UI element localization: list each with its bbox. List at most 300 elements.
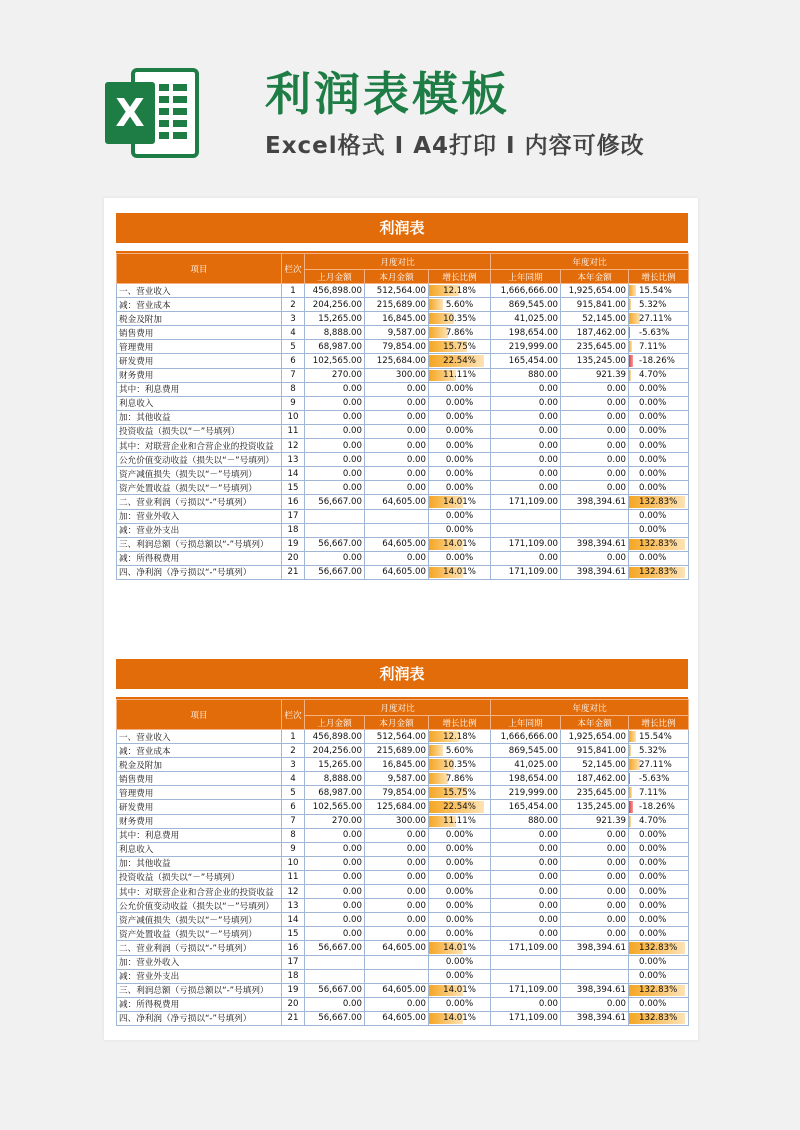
table-row <box>117 983 689 997</box>
this-year-amount: 0.00 <box>561 870 629 884</box>
year-growth <box>629 899 689 913</box>
table-row <box>117 354 689 368</box>
this-month-amount: 215,689.00 <box>365 298 429 312</box>
year-growth-value: 132.83% <box>639 496 678 507</box>
this-year-amount: 0.00 <box>561 842 629 856</box>
prev-month-amount <box>305 509 365 523</box>
row-item: 公允价值变动收益（损失以“－”号填列） <box>117 453 282 467</box>
month-growth <box>429 800 491 814</box>
month-growth <box>429 537 491 551</box>
month-growth <box>429 842 491 856</box>
row-item: 加：营业外收入 <box>117 509 282 523</box>
row-item: 减：营业外支出 <box>117 969 282 983</box>
table-row <box>117 551 689 565</box>
prev-month-amount: 0.00 <box>305 899 365 913</box>
prev-year-amount: 198,654.00 <box>491 326 561 340</box>
sheet-title: 利润表 <box>116 659 688 689</box>
prev-year-amount <box>491 509 561 523</box>
prev-month-amount: 0.00 <box>305 870 365 884</box>
sheet-title: 利润表 <box>116 213 688 243</box>
prev-year-amount: 0.00 <box>491 396 561 410</box>
year-growth-value: -18.26% <box>639 802 675 813</box>
row-item: 资产处置收益（损失以“－”号填列） <box>117 927 282 941</box>
excel-icon <box>103 66 201 160</box>
month-growth <box>429 439 491 453</box>
this-year-amount: 921.39 <box>561 814 629 828</box>
this-year-amount <box>561 969 629 983</box>
year-growth-value: -5.63% <box>639 773 670 784</box>
year-growth <box>629 800 689 814</box>
year-growth-bar <box>629 299 631 310</box>
month-growth <box>429 354 491 368</box>
row-no: 20 <box>282 997 305 1011</box>
row-item: 其中：利息费用 <box>117 382 282 396</box>
row-no: 17 <box>282 955 305 969</box>
month-growth <box>429 899 491 913</box>
this-year-amount: 0.00 <box>561 481 629 495</box>
row-item: 三、利润总额（亏损总额以“-”号填列） <box>117 983 282 997</box>
prev-year-amount: 219,999.00 <box>491 340 561 354</box>
this-month-amount: 64,605.00 <box>365 537 429 551</box>
year-growth-bar <box>629 731 636 742</box>
this-month-amount: 215,689.00 <box>365 744 429 758</box>
prev-month-amount: 15,265.00 <box>305 312 365 326</box>
row-no: 18 <box>282 969 305 983</box>
month-growth <box>429 856 491 870</box>
month-growth-value: 10.35% <box>443 313 476 324</box>
year-growth-value: 0.00% <box>639 553 667 564</box>
col-year-growth-header: 增长比例 <box>629 716 689 730</box>
table-row <box>117 284 689 298</box>
row-no: 12 <box>282 439 305 453</box>
this-month-amount: 0.00 <box>365 913 429 927</box>
year-growth-value: 27.11% <box>639 313 672 324</box>
prev-year-amount: 0.00 <box>491 410 561 424</box>
month-growth <box>429 368 491 382</box>
month-growth-value: 15.75% <box>443 341 476 352</box>
prev-month-amount: 8,888.00 <box>305 326 365 340</box>
year-growth <box>629 969 689 983</box>
row-item: 减：营业成本 <box>117 744 282 758</box>
col-year-growth-header: 增长比例 <box>629 270 689 284</box>
prev-year-amount: 171,109.00 <box>491 495 561 509</box>
year-growth-bar <box>629 285 636 296</box>
month-growth <box>429 744 491 758</box>
year-growth-bar <box>629 801 633 812</box>
this-month-amount: 16,845.00 <box>365 758 429 772</box>
year-growth <box>629 312 689 326</box>
col-this-month-header: 本月金额 <box>365 716 429 730</box>
month-growth-value: 0.00% <box>445 553 474 564</box>
prev-month-amount: 102,565.00 <box>305 800 365 814</box>
month-growth <box>429 955 491 969</box>
row-no: 9 <box>282 396 305 410</box>
this-month-amount: 9,587.00 <box>365 326 429 340</box>
col-this-year-header: 本年金额 <box>561 270 629 284</box>
this-month-amount: 9,587.00 <box>365 772 429 786</box>
year-growth <box>629 382 689 396</box>
prev-month-amount: 204,256.00 <box>305 744 365 758</box>
row-no: 3 <box>282 312 305 326</box>
month-growth-value: 0.00% <box>445 914 474 925</box>
prev-year-amount: 0.00 <box>491 481 561 495</box>
month-growth <box>429 284 491 298</box>
year-growth-value: 7.11% <box>639 341 667 352</box>
prev-month-amount: 56,667.00 <box>305 1011 365 1025</box>
this-year-amount: 0.00 <box>561 467 629 481</box>
prev-year-amount: 0.00 <box>491 467 561 481</box>
month-growth <box>429 298 491 312</box>
prev-year-amount: 869,545.00 <box>491 744 561 758</box>
month-growth-value: 22.54% <box>443 356 476 367</box>
table-row <box>117 730 689 744</box>
this-year-amount: 0.00 <box>561 927 629 941</box>
prev-year-amount: 869,545.00 <box>491 298 561 312</box>
this-year-amount: 0.00 <box>561 828 629 842</box>
this-month-amount: 64,605.00 <box>365 941 429 955</box>
this-year-amount: 0.00 <box>561 453 629 467</box>
row-item: 减：营业成本 <box>117 298 282 312</box>
year-growth-value: 0.00% <box>639 914 667 925</box>
row-item: 投资收益（损失以“－”号填列） <box>117 870 282 884</box>
month-growth <box>429 941 491 955</box>
row-item: 加：营业外收入 <box>117 955 282 969</box>
month-growth-value: 0.00% <box>445 525 474 536</box>
row-item: 管理费用 <box>117 786 282 800</box>
prev-month-amount: 0.00 <box>305 927 365 941</box>
year-growth <box>629 467 689 481</box>
this-month-amount <box>365 955 429 969</box>
month-growth-value: 0.00% <box>445 872 474 883</box>
year-growth <box>629 368 689 382</box>
title-divider <box>116 243 688 253</box>
month-growth-value: 0.00% <box>445 971 474 982</box>
year-growth <box>629 396 689 410</box>
row-no: 19 <box>282 537 305 551</box>
year-growth-value: 0.00% <box>639 900 667 911</box>
this-month-amount: 0.00 <box>365 870 429 884</box>
table-row <box>117 326 689 340</box>
month-growth <box>429 1011 491 1025</box>
row-no: 5 <box>282 340 305 354</box>
this-month-amount: 0.00 <box>365 927 429 941</box>
table-row <box>117 439 689 453</box>
prev-year-amount: 0.00 <box>491 382 561 396</box>
page-header <box>0 0 800 195</box>
prev-year-amount: 41,025.00 <box>491 758 561 772</box>
this-month-amount: 0.00 <box>365 551 429 565</box>
row-item: 一、营业收入 <box>117 284 282 298</box>
month-growth-value: 14.01% <box>443 942 476 953</box>
row-no: 5 <box>282 786 305 800</box>
year-growth-value: 132.83% <box>639 985 678 996</box>
prev-year-amount: 171,109.00 <box>491 941 561 955</box>
this-year-amount: 0.00 <box>561 396 629 410</box>
prev-year-amount <box>491 955 561 969</box>
this-month-amount: 0.00 <box>365 396 429 410</box>
year-growth-value: 0.00% <box>639 454 667 465</box>
col-prev-month-header: 上月金额 <box>305 716 365 730</box>
year-growth <box>629 744 689 758</box>
month-growth <box>429 509 491 523</box>
this-year-amount: 0.00 <box>561 382 629 396</box>
prev-month-amount: 15,265.00 <box>305 758 365 772</box>
prev-month-amount: 68,987.00 <box>305 340 365 354</box>
this-month-amount: 64,605.00 <box>365 1011 429 1025</box>
prev-month-amount: 8,888.00 <box>305 772 365 786</box>
prev-month-amount: 56,667.00 <box>305 495 365 509</box>
this-year-amount: 235,645.00 <box>561 786 629 800</box>
year-growth <box>629 758 689 772</box>
table-row <box>117 565 689 579</box>
prev-month-amount: 270.00 <box>305 368 365 382</box>
this-month-amount: 125,684.00 <box>365 800 429 814</box>
row-no: 1 <box>282 730 305 744</box>
prev-month-amount: 0.00 <box>305 551 365 565</box>
row-no: 8 <box>282 828 305 842</box>
table-row <box>117 396 689 410</box>
prev-year-amount: 171,109.00 <box>491 1011 561 1025</box>
table-row <box>117 828 689 842</box>
this-month-amount: 0.00 <box>365 842 429 856</box>
table-row <box>117 481 689 495</box>
month-growth <box>429 927 491 941</box>
this-year-amount: 135,245.00 <box>561 354 629 368</box>
year-growth-bar <box>629 787 632 798</box>
row-no: 10 <box>282 856 305 870</box>
prev-year-amount: 165,454.00 <box>491 354 561 368</box>
year-growth-value: 15.54% <box>639 731 672 742</box>
month-growth <box>429 758 491 772</box>
table-row <box>117 800 689 814</box>
table-row <box>117 509 689 523</box>
row-item: 四、净利润（净亏损以“-”号填列） <box>117 565 282 579</box>
year-growth-value: 7.11% <box>639 787 667 798</box>
prev-year-amount: 0.00 <box>491 551 561 565</box>
year-growth-value: 0.00% <box>639 830 667 841</box>
year-growth <box>629 453 689 467</box>
row-no: 3 <box>282 758 305 772</box>
year-growth-value: 132.83% <box>639 539 678 550</box>
this-month-amount: 0.00 <box>365 410 429 424</box>
prev-month-amount: 56,667.00 <box>305 565 365 579</box>
year-growth-value: 0.00% <box>639 928 667 939</box>
month-growth-bar <box>429 745 443 756</box>
prev-month-amount: 0.00 <box>305 410 365 424</box>
this-month-amount: 512,564.00 <box>365 730 429 744</box>
this-month-amount: 0.00 <box>365 424 429 438</box>
prev-year-amount: 171,109.00 <box>491 537 561 551</box>
year-growth-value: 132.83% <box>639 942 678 953</box>
table-row <box>117 368 689 382</box>
row-no: 21 <box>282 1011 305 1025</box>
row-no: 14 <box>282 913 305 927</box>
this-year-amount: 0.00 <box>561 410 629 424</box>
prev-month-amount: 0.00 <box>305 481 365 495</box>
prev-year-amount: 1,666,666.00 <box>491 284 561 298</box>
year-growth-value: 0.00% <box>639 511 667 522</box>
year-growth-value: 0.00% <box>639 957 667 968</box>
year-growth-value: 4.70% <box>639 816 667 827</box>
table-row <box>117 312 689 326</box>
col-prev-year-header: 上年同期 <box>491 716 561 730</box>
row-item: 投资收益（损失以“－”号填列） <box>117 424 282 438</box>
year-growth-bar <box>629 745 631 756</box>
month-growth-value: 7.86% <box>445 773 474 784</box>
row-item: 其中：对联营企业和合营企业的投资收益 <box>117 885 282 899</box>
year-growth-value: 15.54% <box>639 285 672 296</box>
year-growth <box>629 537 689 551</box>
month-growth-value: 5.60% <box>445 745 474 756</box>
income-table <box>116 253 689 580</box>
row-no: 7 <box>282 368 305 382</box>
this-month-amount: 0.00 <box>365 467 429 481</box>
this-year-amount: 915,841.00 <box>561 298 629 312</box>
year-growth-value: 0.00% <box>639 844 667 855</box>
row-item: 其中：利息费用 <box>117 828 282 842</box>
month-growth-value: 10.35% <box>443 759 476 770</box>
month-growth <box>429 551 491 565</box>
prev-year-amount <box>491 523 561 537</box>
prev-month-amount: 102,565.00 <box>305 354 365 368</box>
table-row <box>117 870 689 884</box>
year-growth <box>629 842 689 856</box>
year-growth <box>629 997 689 1011</box>
month-growth <box>429 772 491 786</box>
this-year-amount: 398,394.61 <box>561 495 629 509</box>
month-growth-value: 15.75% <box>443 787 476 798</box>
prev-month-amount: 0.00 <box>305 453 365 467</box>
row-item: 一、营业收入 <box>117 730 282 744</box>
prev-year-amount: 0.00 <box>491 927 561 941</box>
prev-year-amount: 41,025.00 <box>491 312 561 326</box>
paper-sheet <box>104 198 698 1040</box>
year-growth-value: 0.00% <box>639 426 667 437</box>
col-month-growth-header: 增长比例 <box>429 270 491 284</box>
year-growth <box>629 941 689 955</box>
month-growth <box>429 913 491 927</box>
row-no: 1 <box>282 284 305 298</box>
prev-year-amount: 198,654.00 <box>491 772 561 786</box>
table-row <box>117 997 689 1011</box>
row-no: 18 <box>282 523 305 537</box>
year-growth-value: 0.00% <box>639 412 667 423</box>
month-growth <box>429 983 491 997</box>
prev-year-amount: 0.00 <box>491 856 561 870</box>
month-growth-value: 7.86% <box>445 327 474 338</box>
month-growth-value: 0.00% <box>445 830 474 841</box>
year-growth <box>629 565 689 579</box>
year-growth-value: -5.63% <box>639 327 670 338</box>
month-growth-value: 0.00% <box>445 412 474 423</box>
table-row <box>117 340 689 354</box>
row-item: 二、营业利润（亏损以“-”号填列） <box>117 495 282 509</box>
page-subtitle: Excel格式 Ⅰ A4打印 Ⅰ 内容可修改 <box>265 133 645 159</box>
this-month-amount <box>365 969 429 983</box>
this-year-amount: 0.00 <box>561 551 629 565</box>
month-growth <box>429 786 491 800</box>
row-item: 利息收入 <box>117 396 282 410</box>
year-growth-value: 0.00% <box>639 482 667 493</box>
month-growth <box>429 523 491 537</box>
this-month-amount: 64,605.00 <box>365 565 429 579</box>
month-growth-value: 0.00% <box>445 858 474 869</box>
page-title: 利润表模板 <box>265 67 510 121</box>
this-month-amount: 0.00 <box>365 899 429 913</box>
row-no: 4 <box>282 326 305 340</box>
row-item: 加：其他收益 <box>117 856 282 870</box>
this-month-amount: 16,845.00 <box>365 312 429 326</box>
this-month-amount: 0.00 <box>365 439 429 453</box>
month-growth <box>429 814 491 828</box>
row-item: 销售费用 <box>117 772 282 786</box>
month-growth <box>429 396 491 410</box>
prev-month-amount: 0.00 <box>305 467 365 481</box>
prev-month-amount: 0.00 <box>305 439 365 453</box>
this-year-amount <box>561 955 629 969</box>
month-growth <box>429 481 491 495</box>
table-row <box>117 758 689 772</box>
col-prev-month-header: 上月金额 <box>305 270 365 284</box>
row-no: 9 <box>282 842 305 856</box>
this-year-amount: 915,841.00 <box>561 744 629 758</box>
this-year-amount: 52,145.00 <box>561 758 629 772</box>
year-growth <box>629 284 689 298</box>
year-growth-value: 5.32% <box>639 299 667 310</box>
row-item: 其中：对联营企业和合营企业的投资收益 <box>117 439 282 453</box>
month-growth <box>429 495 491 509</box>
row-item: 四、净利润（净亏损以“-”号填列） <box>117 1011 282 1025</box>
month-growth-value: 14.01% <box>443 567 476 578</box>
col-no-header: 栏次 <box>282 700 305 730</box>
prev-year-amount: 0.00 <box>491 885 561 899</box>
table-row <box>117 856 689 870</box>
prev-year-amount: 0.00 <box>491 870 561 884</box>
month-growth-bar <box>429 299 443 310</box>
prev-year-amount: 171,109.00 <box>491 565 561 579</box>
year-growth-value: 0.00% <box>639 384 667 395</box>
row-no: 13 <box>282 899 305 913</box>
prev-year-amount: 171,109.00 <box>491 983 561 997</box>
year-growth-bar <box>629 355 633 366</box>
this-year-amount: 398,394.61 <box>561 1011 629 1025</box>
row-no: 7 <box>282 814 305 828</box>
row-item: 公允价值变动收益（损失以“－”号填列） <box>117 899 282 913</box>
prev-year-amount: 1,666,666.00 <box>491 730 561 744</box>
this-month-amount: 64,605.00 <box>365 983 429 997</box>
col-item-header: 项目 <box>117 700 282 730</box>
row-no: 13 <box>282 453 305 467</box>
year-growth <box>629 298 689 312</box>
year-growth <box>629 927 689 941</box>
month-growth-value: 0.00% <box>445 468 474 479</box>
prev-month-amount: 0.00 <box>305 856 365 870</box>
row-item: 研发费用 <box>117 354 282 368</box>
month-growth <box>429 340 491 354</box>
row-item: 资产减值损失（损失以“－”号填列） <box>117 913 282 927</box>
row-item: 减：营业外支出 <box>117 523 282 537</box>
this-month-amount: 64,605.00 <box>365 495 429 509</box>
month-growth-value: 5.60% <box>445 299 474 310</box>
prev-year-amount: 0.00 <box>491 842 561 856</box>
row-no: 6 <box>282 800 305 814</box>
prev-year-amount: 219,999.00 <box>491 786 561 800</box>
table-row <box>117 842 689 856</box>
row-no: 8 <box>282 382 305 396</box>
year-growth-value: 0.00% <box>639 525 667 536</box>
row-item: 减：所得税费用 <box>117 997 282 1011</box>
month-growth <box>429 382 491 396</box>
